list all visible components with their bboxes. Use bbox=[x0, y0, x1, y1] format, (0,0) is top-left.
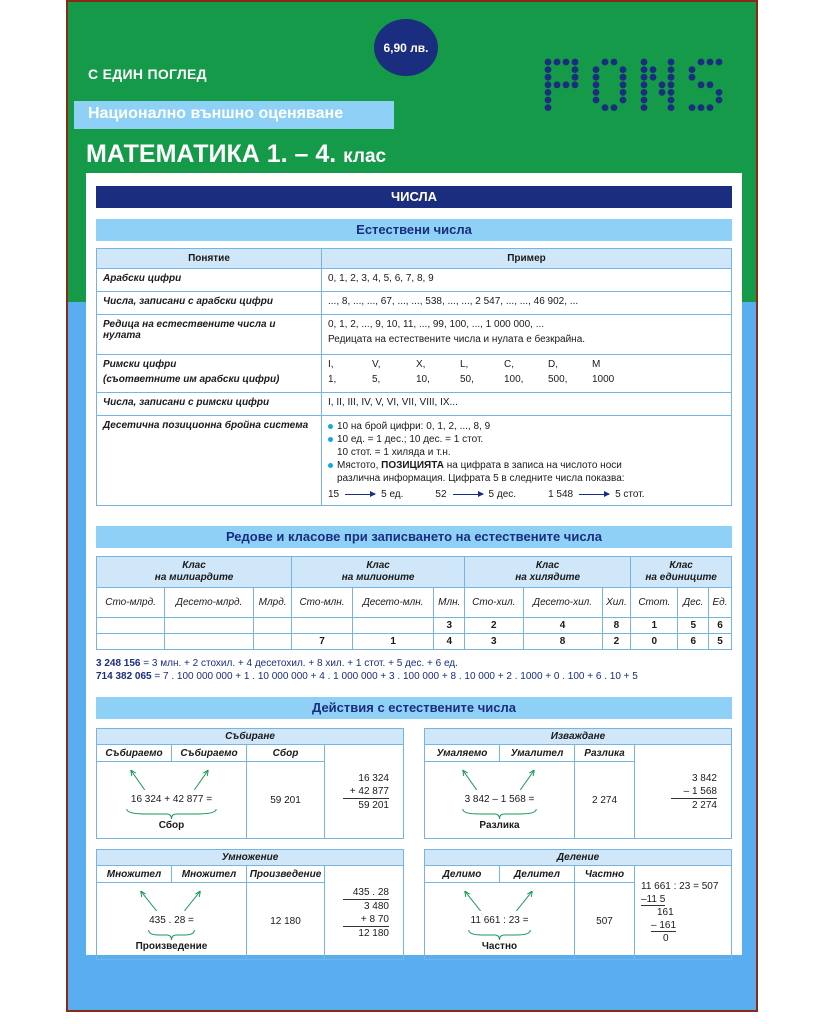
class-group-sublabel: на хилядите bbox=[515, 572, 581, 583]
decomposition-number: 714 382 065 bbox=[96, 671, 152, 682]
header-cell: Събираемо bbox=[97, 745, 172, 762]
digit-cell: 2 bbox=[602, 634, 631, 650]
bullet-continuation: 10 стот. = 1 хиляда и т.н. bbox=[337, 447, 451, 458]
expression: 11 661 : 23 = bbox=[470, 915, 529, 926]
place-column-header: Млрд. bbox=[254, 588, 292, 618]
digit-cell: 8 bbox=[602, 618, 631, 634]
brace-icon bbox=[425, 929, 574, 941]
place-column-header: Сто-млрд. bbox=[97, 588, 165, 618]
operations-title: Действия с естествените числа bbox=[96, 697, 732, 719]
header-cell: Разлика bbox=[575, 745, 635, 762]
text-run-bold: ПОЗИЦИЯТА bbox=[381, 460, 444, 471]
operations-row-2 bbox=[96, 849, 732, 960]
roman-digit: C, bbox=[504, 359, 514, 370]
digit-cell: 8 bbox=[523, 634, 602, 650]
calc-line: 161 bbox=[657, 907, 674, 918]
right-arrow-icon bbox=[579, 494, 609, 495]
digit-cell bbox=[97, 634, 165, 650]
digit-cell: 0 bbox=[631, 634, 678, 650]
right-arrow-icon bbox=[345, 494, 375, 495]
division-title: Деление bbox=[424, 849, 732, 865]
example-cell bbox=[322, 416, 732, 506]
column-calc-stack bbox=[325, 772, 403, 812]
class-group-sublabel: на единиците bbox=[645, 572, 717, 583]
section-title: ЧИСЛА bbox=[96, 186, 732, 208]
content-panel bbox=[86, 173, 742, 955]
decomposition-1 bbox=[96, 657, 732, 670]
expression: 3 842 – 1 568 = bbox=[464, 794, 535, 805]
roman-digit: M bbox=[592, 359, 601, 370]
class-group-header bbox=[292, 557, 465, 588]
addition-table bbox=[96, 744, 404, 839]
term-cell: Арабски цифри bbox=[97, 269, 322, 292]
class-subheader-row bbox=[97, 588, 732, 618]
calc-line-wrap bbox=[641, 919, 731, 932]
header-cell: Сбор bbox=[247, 745, 325, 762]
column-header-example: Пример bbox=[322, 249, 732, 269]
place-column-header: Ед. bbox=[708, 588, 731, 618]
page-title bbox=[86, 140, 386, 169]
calc-result: 12 180 bbox=[343, 926, 389, 940]
roman-digit: D, bbox=[548, 359, 558, 370]
table-row bbox=[97, 393, 732, 416]
arrows-icon bbox=[425, 885, 574, 911]
expression-cell bbox=[97, 883, 247, 960]
roman-digits-row bbox=[328, 359, 725, 370]
arabic-digit: 50, bbox=[460, 374, 474, 385]
page-title-suffix: клас bbox=[343, 146, 387, 167]
digit-cell: 7 bbox=[292, 634, 353, 650]
digit-cell bbox=[254, 618, 292, 634]
decomposition-text: = 7 . 100 000 000 + 1 . 10 000 000 + 4 . 1 000 000 + 3 . 100 000 + 8 . 10 000 + 2 . 1000 + 0 . 100 + 6 . 10 + 5 bbox=[151, 671, 638, 682]
column-calculation bbox=[325, 745, 404, 839]
calc-line: + 42 877 bbox=[349, 785, 389, 797]
arabic-digits-row bbox=[328, 374, 725, 385]
roman-digit: I, bbox=[328, 359, 334, 370]
expression-caption: Разлика bbox=[479, 820, 520, 831]
class-group-header bbox=[465, 557, 631, 588]
table-row bbox=[97, 634, 732, 650]
term-cell: Числа, записани с римски цифри bbox=[97, 393, 322, 416]
term-line: Римски цифри bbox=[103, 359, 177, 370]
expression: 16 324 + 42 877 = bbox=[130, 794, 213, 805]
example-cell: I, II, III, IV, V, VI, VII, VIII, IX... bbox=[322, 393, 732, 416]
result-cell: 59 201 bbox=[247, 762, 325, 839]
digit-position-examples bbox=[328, 488, 725, 501]
subtraction-title: Изваждане bbox=[424, 728, 732, 744]
expression-caption: Сбор bbox=[158, 820, 185, 831]
addition-block bbox=[96, 728, 404, 839]
class-group-header bbox=[631, 557, 732, 588]
bullet-item: 10 ед. = 1 дес.; 10 дес. = 1 стот. bbox=[328, 433, 725, 446]
table-row bbox=[97, 315, 732, 355]
digit-cell: 5 bbox=[708, 634, 731, 650]
place-column-header: Стот. bbox=[631, 588, 678, 618]
expression-cell bbox=[425, 883, 575, 960]
calc-line-wrap bbox=[641, 893, 731, 906]
expression-caption: Произведение bbox=[135, 941, 208, 952]
class-group-label: Клас bbox=[366, 560, 390, 571]
table-row bbox=[97, 269, 732, 292]
class-group-label: Клас bbox=[182, 560, 206, 571]
calc-line: 3 480 bbox=[343, 899, 389, 913]
digit-cell bbox=[254, 634, 292, 650]
calc-line: 16 324 bbox=[358, 772, 389, 784]
place-column-header: Десето-млн. bbox=[352, 588, 434, 618]
example-number: 15 bbox=[328, 489, 340, 500]
place-column-header: Десето-млрд. bbox=[165, 588, 254, 618]
calc-line: – 1 568 bbox=[683, 785, 717, 797]
calc-result: 2 274 bbox=[671, 798, 717, 812]
header-cell: Произведение bbox=[247, 866, 325, 883]
header-cell: Умалител bbox=[500, 745, 575, 762]
place-value-table bbox=[96, 556, 732, 650]
bullet-item: 10 на брой цифри: 0, 1, 2, ..., 8, 9 bbox=[328, 420, 725, 433]
addition-title: Събиране bbox=[96, 728, 404, 744]
division-table bbox=[424, 865, 732, 960]
column-calculation bbox=[325, 866, 404, 960]
digit-cell: 4 bbox=[523, 618, 602, 634]
example-cell bbox=[322, 355, 732, 393]
calc-line: –11 5 bbox=[641, 894, 666, 905]
exam-label: Национално външно оценяване bbox=[74, 101, 394, 129]
multiplication-title: Умножение bbox=[96, 849, 404, 865]
digit-cell bbox=[97, 618, 165, 634]
term-cell: Числа, записани с арабски цифри bbox=[97, 292, 322, 315]
pons-logo bbox=[542, 58, 737, 113]
calc-result: 59 201 bbox=[343, 798, 389, 812]
column-calculation bbox=[635, 745, 732, 839]
arrows-icon bbox=[97, 885, 246, 911]
header-cell: Множител bbox=[172, 866, 247, 883]
poster bbox=[66, 0, 758, 1012]
example-number: 1 548 bbox=[548, 489, 574, 500]
expression-caption: Частно bbox=[481, 941, 518, 952]
table-row bbox=[97, 416, 732, 506]
arabic-digit: 1, bbox=[328, 374, 337, 385]
column-header-term: Понятие bbox=[97, 249, 322, 269]
place-column-header: Хил. bbox=[602, 588, 631, 618]
bullet-item bbox=[328, 459, 725, 472]
term-line: (съответните им арабски цифри) bbox=[103, 374, 280, 385]
place-column-header: Сто-млн. bbox=[292, 588, 353, 618]
price-badge: 6,90 лв. bbox=[374, 19, 438, 76]
bullet-continuation: различна информация. Цифрата 5 в следните числа показва: bbox=[337, 473, 625, 484]
class-group-row bbox=[97, 557, 732, 588]
brace-icon bbox=[97, 929, 246, 941]
result-cell: 12 180 bbox=[247, 883, 325, 960]
decomposition-text: = 3 млн. + 2 стохил. + 4 десетохил. + 8 хил. + 1 стот. + 5 дес. + 6 ед. bbox=[140, 658, 458, 669]
arabic-digit: 500, bbox=[548, 374, 568, 385]
arrows-icon bbox=[97, 764, 246, 790]
example-cell bbox=[322, 315, 732, 355]
result-cell: 2 274 bbox=[575, 762, 635, 839]
header-cell: Делимо bbox=[425, 866, 500, 883]
multiplication-table bbox=[96, 865, 404, 960]
example-line: Редицата на естествените числа и нулата е безкрайна. bbox=[328, 334, 586, 345]
concept-table bbox=[96, 248, 732, 506]
natural-numbers-title: Естествени числа bbox=[96, 219, 732, 241]
arabic-digit: 1000 bbox=[592, 374, 615, 385]
series-tagline: С ЕДИН ПОГЛЕД bbox=[88, 66, 207, 82]
term-cell bbox=[97, 355, 322, 393]
digit-cell bbox=[165, 618, 254, 634]
example-cell: ..., 8, ..., ..., 67, ..., ..., 538, ..., ..., 2 547, ..., ..., 46 902, ... bbox=[322, 292, 732, 315]
calc-line: – 161 bbox=[651, 920, 677, 931]
calc-line: 11 661 : 23 = 507 bbox=[641, 881, 719, 892]
digit-cell: 6 bbox=[678, 634, 709, 650]
header-cell: Частно bbox=[575, 866, 635, 883]
expression: 435 . 28 = bbox=[149, 915, 194, 926]
header-cell: Умаляемо bbox=[425, 745, 500, 762]
subtraction-table bbox=[424, 744, 732, 839]
arabic-digit: 10, bbox=[416, 374, 430, 385]
operations-row-1 bbox=[96, 728, 732, 839]
brace-icon bbox=[97, 808, 246, 820]
multiplication-block bbox=[96, 849, 404, 960]
place-column-header: Сто-хил. bbox=[465, 588, 523, 618]
example-cell: 0, 1, 2, 3, 4, 5, 6, 7, 8, 9 bbox=[322, 269, 732, 292]
table-row bbox=[97, 618, 732, 634]
digit-cell: 2 bbox=[465, 618, 523, 634]
text-run: на цифрата в записа на числото носи bbox=[443, 460, 622, 471]
digit-cell: 1 bbox=[352, 634, 434, 650]
class-group-label: Клас bbox=[669, 560, 693, 571]
decomposition-number: 3 248 156 bbox=[96, 658, 141, 669]
class-group-sublabel: на милионите bbox=[341, 572, 415, 583]
term-cell: Десетична позиционна бройна система bbox=[97, 416, 322, 506]
column-calculation bbox=[635, 866, 732, 960]
calc-line: 3 842 bbox=[691, 772, 717, 784]
place-column-header: Дес. bbox=[678, 588, 709, 618]
calc-result: 0 bbox=[663, 933, 669, 944]
classes-title: Редове и класове при записването на естествените числа bbox=[96, 526, 732, 548]
digit-cell: 6 bbox=[708, 618, 731, 634]
class-group-sublabel: на милиардите bbox=[154, 572, 234, 583]
class-group-label: Клас bbox=[535, 560, 560, 571]
calc-line: 435 . 28 bbox=[352, 886, 389, 898]
digit-cell: 3 bbox=[434, 618, 465, 634]
calc-line: + 8 70 bbox=[360, 913, 389, 925]
roman-digit: L, bbox=[460, 359, 469, 370]
example-value: 5 стот. bbox=[615, 489, 645, 500]
table-row bbox=[97, 292, 732, 315]
example-number: 52 bbox=[435, 489, 447, 500]
digit-cell: 3 bbox=[465, 634, 523, 650]
digit-cell bbox=[165, 634, 254, 650]
brace-icon bbox=[425, 808, 574, 820]
term-cell: Редица на естествените числа и нулата bbox=[97, 315, 322, 355]
table-row bbox=[97, 355, 732, 393]
right-arrow-icon bbox=[453, 494, 483, 495]
place-column-header: Десето-хил. bbox=[523, 588, 602, 618]
digit-cell bbox=[292, 618, 353, 634]
arabic-digit: 5, bbox=[372, 374, 381, 385]
result-cell: 507 bbox=[575, 883, 635, 960]
expression-cell bbox=[97, 762, 247, 839]
column-calc-stack bbox=[641, 880, 731, 945]
class-group-header bbox=[97, 557, 292, 588]
division-block bbox=[424, 849, 732, 960]
roman-digit: X, bbox=[416, 359, 426, 370]
roman-digit: V, bbox=[372, 359, 381, 370]
arrows-icon bbox=[425, 764, 574, 790]
page-title-main: МАТЕМАТИКА 1. – 4. bbox=[86, 140, 337, 168]
expression-cell bbox=[425, 762, 575, 839]
digit-cell: 1 bbox=[631, 618, 678, 634]
example-line: 0, 1, 2, ..., 9, 10, 11, ..., 99, 100, ..., 1 000 000, ... bbox=[328, 319, 545, 330]
decimal-system-notes bbox=[328, 420, 725, 501]
example-value: 5 дес. bbox=[488, 489, 517, 500]
decomposition-2 bbox=[96, 670, 732, 683]
header-cell: Събираемо bbox=[172, 745, 247, 762]
header-cell: Множител bbox=[97, 866, 172, 883]
digit-cell: 4 bbox=[434, 634, 465, 650]
subtraction-block bbox=[424, 728, 732, 839]
digit-cell: 5 bbox=[678, 618, 709, 634]
digit-cell bbox=[352, 618, 434, 634]
column-calc-stack bbox=[325, 886, 403, 940]
place-column-header: Млн. bbox=[434, 588, 465, 618]
text-run: Мястото, bbox=[337, 460, 382, 471]
example-value: 5 ед. bbox=[381, 489, 404, 500]
column-calc-stack bbox=[635, 772, 731, 812]
header-cell: Делител bbox=[500, 866, 575, 883]
arabic-digit: 100, bbox=[504, 374, 524, 385]
